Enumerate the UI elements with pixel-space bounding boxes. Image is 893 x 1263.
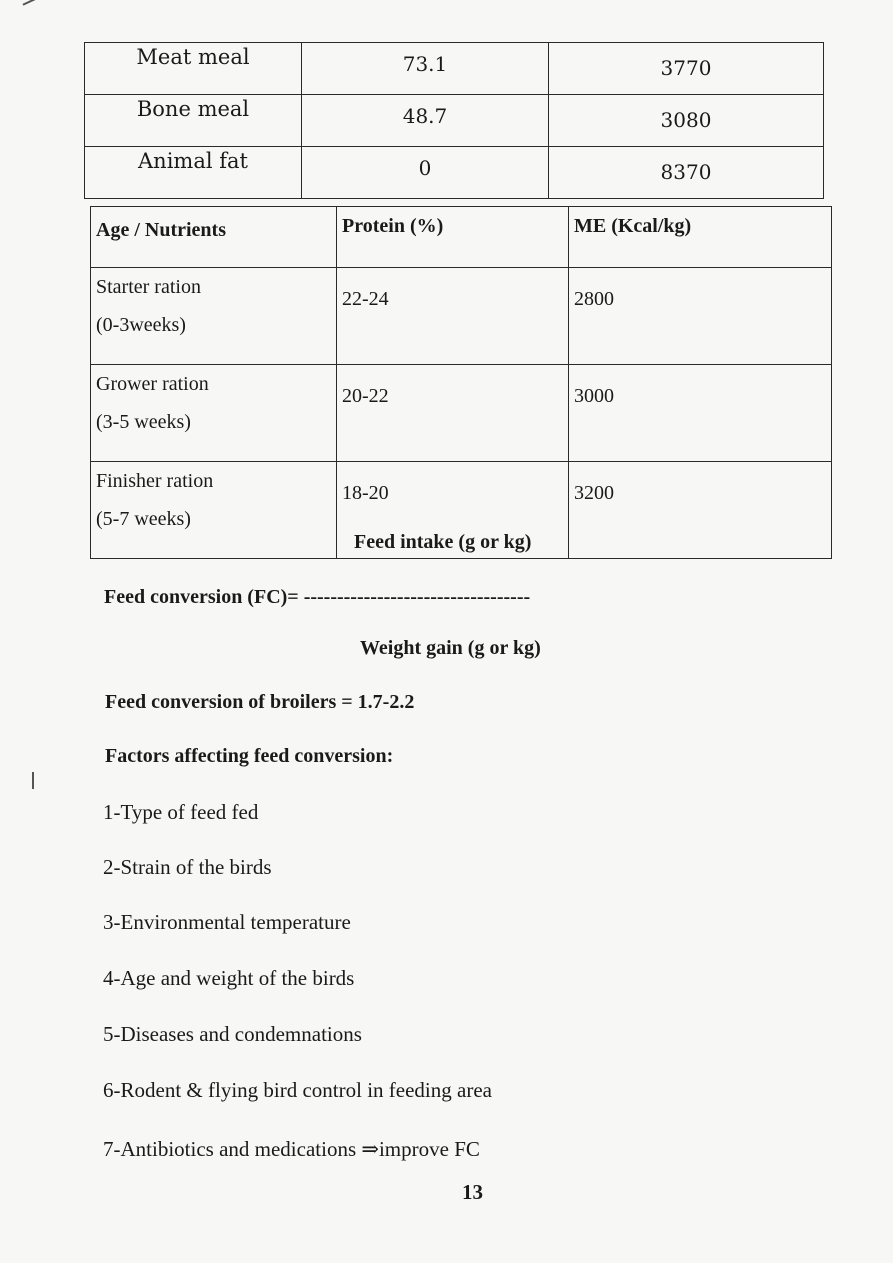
- table-row: [91, 365, 832, 462]
- nutrient-requirements-table: [90, 206, 832, 559]
- table-row: [85, 95, 824, 147]
- ingredient-name: Meat meal: [85, 43, 302, 95]
- ration-cell: [91, 462, 337, 559]
- me-value: 3000: [569, 365, 832, 462]
- list-item: 5-Diseases and condemnations: [103, 1022, 362, 1046]
- table-header-row: [91, 207, 832, 268]
- formula-denominator: Weight gain (g or kg): [360, 637, 541, 659]
- factors-heading: Factors affecting feed conversion:: [105, 745, 394, 767]
- protein-value: 22-24: [337, 268, 569, 365]
- page-number: 13: [462, 1180, 483, 1204]
- protein-value: 18-20: [337, 462, 569, 559]
- protein-value: 20-22: [337, 365, 569, 462]
- ingredient-value: 48.7: [302, 95, 549, 147]
- ingredient-name: Animal fat: [85, 147, 302, 199]
- ration-name: Finisher ration: [96, 470, 214, 492]
- ration-age: (0-3weeks): [96, 314, 186, 336]
- header-me: ME (Kcal/kg): [569, 207, 832, 268]
- list-item: 3-Environmental temperature: [103, 910, 351, 934]
- list-item: 2-Strain of the birds: [103, 855, 272, 879]
- ration-age: (3-5 weeks): [96, 411, 191, 433]
- me-value: 3200: [569, 462, 832, 559]
- me-value: 2800: [569, 268, 832, 365]
- table-row: [85, 43, 824, 95]
- ingredient-energy: 3770: [549, 43, 824, 95]
- formula-numerator: Feed intake (g or kg): [354, 531, 532, 553]
- margin-mark: [32, 772, 34, 789]
- ration-cell: [91, 365, 337, 462]
- header-protein: Protein (%): [337, 207, 569, 268]
- list-item: 6-Rodent & flying bird control in feeding area: [103, 1078, 492, 1102]
- table-row: [85, 147, 824, 199]
- ingredient-energy: 8370: [549, 147, 824, 199]
- header-age-nutrients: Age / Nutrients: [91, 207, 337, 268]
- ingredient-value: 0: [302, 147, 549, 199]
- ration-name: Grower ration: [96, 373, 209, 395]
- ration-cell: [91, 268, 337, 365]
- ingredient-energy: 3080: [549, 95, 824, 147]
- formula-label: Feed conversion (FC)= ----------------------------------: [104, 586, 531, 608]
- list-item: 4-Age and weight of the birds: [103, 966, 355, 990]
- ration-name: Starter ration: [96, 276, 201, 298]
- list-item: 1-Type of feed fed: [103, 800, 259, 824]
- ingredient-value: 73.1: [302, 43, 549, 95]
- table-row: [91, 268, 832, 365]
- broiler-fc-statement: Feed conversion of broilers = 1.7-2.2: [105, 691, 415, 713]
- corner-scribble: [23, 0, 40, 5]
- ingredient-name: Bone meal: [85, 95, 302, 147]
- ingredient-energy-table: [84, 42, 824, 199]
- list-item: 7-Antibiotics and medications ⇒improve FC: [103, 1137, 480, 1161]
- ration-age: (5-7 weeks): [96, 508, 191, 530]
